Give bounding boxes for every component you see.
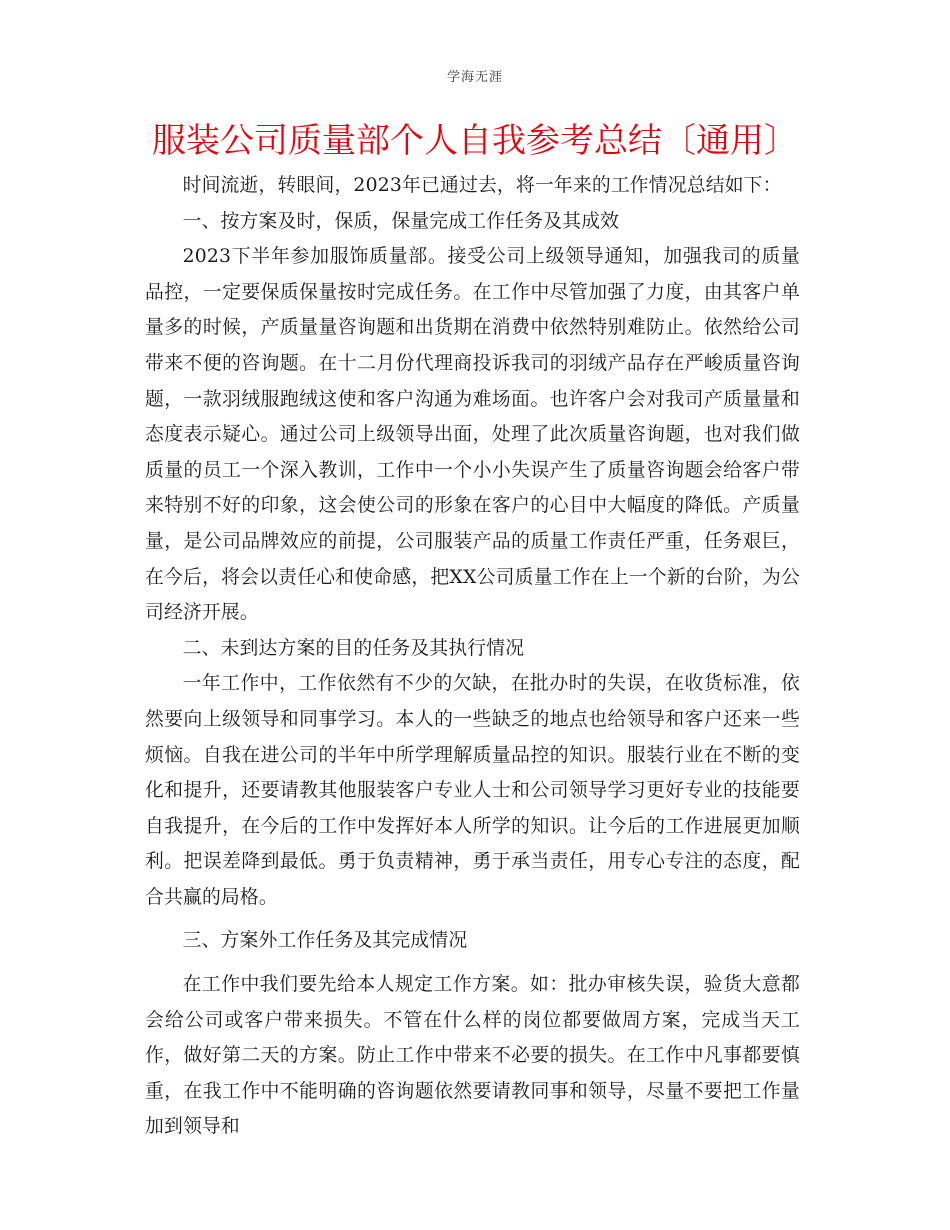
section-heading-1: 一、按方案及时，保质，保量完成工作任务及其成效	[182, 210, 620, 232]
page-header: 学海无涯	[446, 70, 503, 85]
document-title: 服装公司质量部个人自我参考总结〔通用〕	[152, 121, 798, 161]
section-heading-3: 三、方案外工作任务及其完成情况	[182, 930, 468, 952]
paragraph-section-2: 一年工作中，工作依然有不少的欠缺，在批办时的失误，在收货标准，依然要向上级领导和同事学习。本人的一些缺乏的地点也给领导和客户还来一些烦恼。自我在进公司的半年中所学理解质量品控的知识。服装行业在不断的变化和提升，还要请教其他服装客户专业人士和公司领导学习更好专业的技能要自我提升，在今后的工作中发挥好本人所学的知识。让今后的工作进展更加顺利。把误差降到最低。勇于负责精神，勇于承当责任，用专心专注的态度，配合共赢的局格。	[145, 673, 800, 908]
document-body	[145, 168, 800, 1145]
section-heading-2: 二、未到达方案的目的任务及其执行情况	[182, 637, 525, 659]
paragraph-section-3: 在工作中我们要先给本人规定工作方案。如：批办审核失误，验货大意都会给公司或客户带来损失。不管在什么样的岗位都要做周方案，完成当天工作，做好第二天的方案。防止工作中带来不必要的损失。在工作中凡事都要慎重，在我工作中不能明确的咨询题依然要请教同事和领导，尽量不要把工作量加到领导和	[145, 974, 800, 1138]
paragraph-section-1: 2023下半年参加服饰质量部。接受公司上级领导通知，加强我司的质量品控，一定要保质保量按时完成任务。在工作中尽管加强了力度，由其客户单量多的时候，产质量量咨询题和出货期在消费中依然特别难防止。依然给公司带来不便的咨询题。在十二月份代理商投诉我司的羽绒产品存在严峻质量咨询题，一款羽绒服跑绒这使和客户沟通为难场面。也许客户会对我司产质量量和态度表示疑心。通过公司上级领导出面，处理了此次质量咨询题，也对我们做质量的员工一个深入教训，工作中一个小小失误产生了质量咨询题会给客户带来特别不好的印象，这会使公司的形象在客户的心目中大幅度的降低。产质量量，是公司品牌效应的前提，公司服装产品的质量工作责任严重，任务艰巨，在今后，将会以责任心和使命感，把XX公司质量工作在上一个新的台阶，为公司经济开展。	[145, 246, 800, 624]
paragraph-intro: 时间流逝，转眼间，2023年已通过去，将一年来的工作情况总结如下：	[182, 175, 782, 196]
